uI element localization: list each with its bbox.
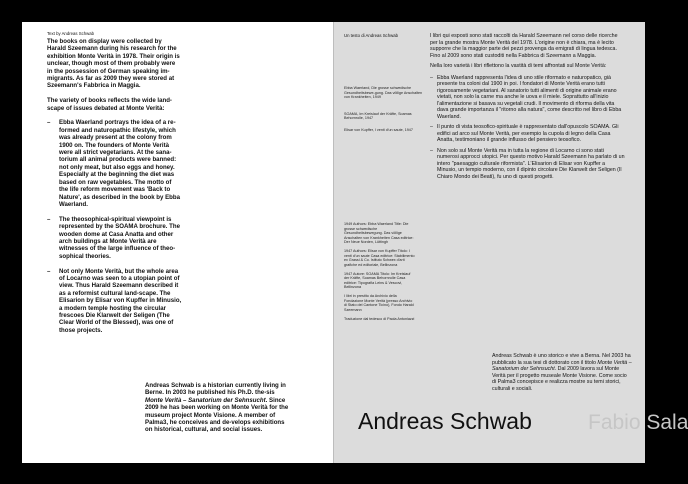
left-paragraph-1: The books on display were collected by Harald Szeemann during his research for the exhibition Monte Verità in 1978. Their origin is unclear, though most of them probably were in the possession of German speaking im-migrants. As far as 2009 they were stored at Szeemann's Fabbrica in Maggia. bbox=[47, 38, 180, 90]
dash-glyph: – bbox=[47, 119, 51, 127]
author-name-heading: Andreas Schwab bbox=[358, 408, 532, 434]
right-side-notes bbox=[344, 86, 424, 132]
left-main-text bbox=[47, 38, 182, 334]
side-note-3: Elisar von Kupffer, I venti d'un saute, 1947 bbox=[344, 127, 413, 132]
dash-glyph: – bbox=[47, 215, 51, 223]
right-main-text bbox=[430, 33, 626, 180]
ghost-name: Fabio Sala bbox=[588, 411, 688, 434]
right-list-item-3-text: Non solo sul Monte Verità ma in tutta la regione di Locarno ci sono stati numerosi approcci utopici. Per questo motivo Harald Szeemann ha parlato di un intero "paesaggio culturale riformista". L'Elisarion di Elisar von Kupffer a Minusio, un tempio moderno, con il dipinto circolare Die Klarwelt der Seligen (Il Chiaro Mondo dei Beati), fu uno di questi progetti. bbox=[437, 147, 625, 180]
right-list-item-1 bbox=[430, 75, 626, 121]
left-list-item-1-text: Ebba Waerland portrays the idea of a re-formed and naturopathic lifestyle, which was already present at the colony from 1900 on. The founders of Monte Verità were all strict vegetarians. At the sana-torium all animal products were banned: not only meat, but also eggs and honey. Especially at the beginning the diet was based on raw vegetables. The motto of the life reform movement was 'Back to Nature', as described in the book by Ebba Waerland. bbox=[59, 119, 180, 208]
left-page bbox=[22, 22, 333, 463]
dash-glyph: – bbox=[430, 124, 433, 130]
left-bio bbox=[145, 382, 293, 434]
left-bio-part-2: . Since 2009 he has been working on Monte Verità for the museum project Monte Visione. A member of Palma3, he conceives and de-velops exhibitions on historical, cultural, and social issues. bbox=[145, 396, 289, 434]
credit-4: I libri in prestito da Archivio della Fondazione Monte Verità (presso Archivio di Stato del Cantone Ticino), Fondo Harald Szeemann bbox=[344, 294, 414, 312]
left-list-item-3 bbox=[47, 268, 182, 335]
right-list-item-1-text: Ebba Waerland rappresenta l'idea di uno stile riformato e naturopatico, già presente tra coloni dal 1900 in poi. I fondatori di Monte Verità erano tutti rigorosamente vegetariani. Al sanatorio tutti alimenti di origine animale erano vietati, non solo la carne ma anche le uova e il miele. Soprattutto all'inizio l'alimentazione si basava su vegetali crudi. Il movimento di riforma della vita dava grande importanza il "ritorno alla natura", come descritto nel libro di Ebba Waerland. bbox=[437, 74, 622, 120]
left-kicker: Text by Andreas Schwab bbox=[47, 31, 95, 36]
left-list-item-2 bbox=[47, 216, 182, 260]
left-list-item-1 bbox=[47, 119, 182, 208]
right-bio bbox=[492, 353, 632, 392]
dash-glyph: – bbox=[430, 74, 433, 81]
credit-2: 1947 Authors: Elisar von Kupffer Titolo: I venti d'un saute Casa editrice: Stabilimento ex Grassi & Co. Istituto Schwex d'arti grafiche ed editoriale, Bellinzona bbox=[344, 249, 415, 267]
book-spread bbox=[22, 22, 688, 463]
right-list-item-2-text: Il punto di vista teosofico-spirituale è rappresentato dall'opuscolo SOAMA. Gli edifici ad arco sul Monte Verità, per esempio la cupola di legno della Casa Anatta, testimoniano il grande influsso del pensiero teosofico. bbox=[437, 124, 619, 143]
right-list-item-2 bbox=[430, 124, 626, 144]
right-lead: Nella loro varietà i libri riflettono la vastità di temi affrontati sul Monte Verità: bbox=[430, 63, 607, 69]
dash-glyph: – bbox=[47, 267, 51, 275]
side-note-2: SOAMA, Im Kreislauf der Kräfte, Soamas Behornrolle, 1947 bbox=[344, 111, 412, 120]
dash-glyph: – bbox=[430, 147, 433, 154]
credit-3: 1947 Autore: SOAMA Titolo: Im Kreislauf der Kräfte, Soamas Behornrolle Casa editrice: Tipografia Leins & Vescovi, Bellinzona bbox=[344, 271, 411, 289]
left-bio-thesis-title: Monte Verità – Sanatorium der Sehnsucht bbox=[145, 396, 266, 404]
right-credits bbox=[344, 222, 416, 321]
left-paragraph-2: The variety of books reflects the wide land-scape of issues debated at Monte Verità: bbox=[47, 97, 172, 112]
right-kicker: Un testo di Andreas Schwab bbox=[344, 33, 398, 38]
credit-1: 1949 Authors: Ebba Waerland Title: Die grosse schwedische Gesundheitsbewegung. Das völlige Anschalten von Krankheiten Casa editrice: Der Neue Norden, Lüttingh bbox=[344, 222, 414, 244]
left-list-item-3-text: Not only Monte Verità, but the whole area of Locarno was seen to a utopian point of view. Thus Harald Szeemann described it as a reformist cultural land-scape. The Elisarion by Elisar von Kupffer in Minusio, a modern temple hosting the circular frescoes Die Klarwelt der Seligen (The Clear World of the Blessed), was one of those projects. bbox=[59, 267, 182, 334]
left-list-item-2-text: The theosophical-spiritual viewpoint is represented by the SOAMA brochure. The wooden dome at Casa Anatta and other arch buildings at Monte Verità are witnesses of the large influence of theo-sophical theories. bbox=[59, 215, 180, 260]
right-bio-part-1: Andreas Schwab è uno storico e vive a Berna. Nel 2003 ha pubblicato la sua tesi di dottorato con il titolo bbox=[492, 353, 631, 366]
right-page bbox=[334, 22, 688, 463]
side-note-1: Ebba Waerland, Die grosse schwedische Gesundheitsbewe-gung. Das völlige Anschalten von Krankheiten, 1949 bbox=[344, 86, 423, 99]
right-bio-thesis-title: Monte Verità – Sanatorium der Sehnsucht bbox=[492, 359, 632, 372]
right-bio-part-2: . Dal 2009 lavora sul Monte Verità per il progetto museale Monte Visione. Come socio di Palma3 concepisce e realizza mostre su temi storici, culturali e sociali. bbox=[492, 366, 627, 392]
right-intro: I libri qui esposti sono stati raccolti da Harald Szeemann nel corso delle ricerche per la grande mostra Monte Verità del 1978. L'origine non è chiara, ma è lecito supporre che la maggior parte dei pezzi provenga da emigrati di lingua tedesca. Fino al 2009 sono stati custoditi nella Fabbrica di Szeemann a Maggia. bbox=[430, 33, 618, 59]
right-list-item-3 bbox=[430, 148, 626, 181]
credit-5: Traduzione dal tedesco di Paola Antoniazzi bbox=[344, 316, 415, 321]
left-bio-part-1: Andreas Schwab is a historian currently living in Berne. In 2003 he published his Ph.D. the-sis bbox=[145, 382, 286, 397]
